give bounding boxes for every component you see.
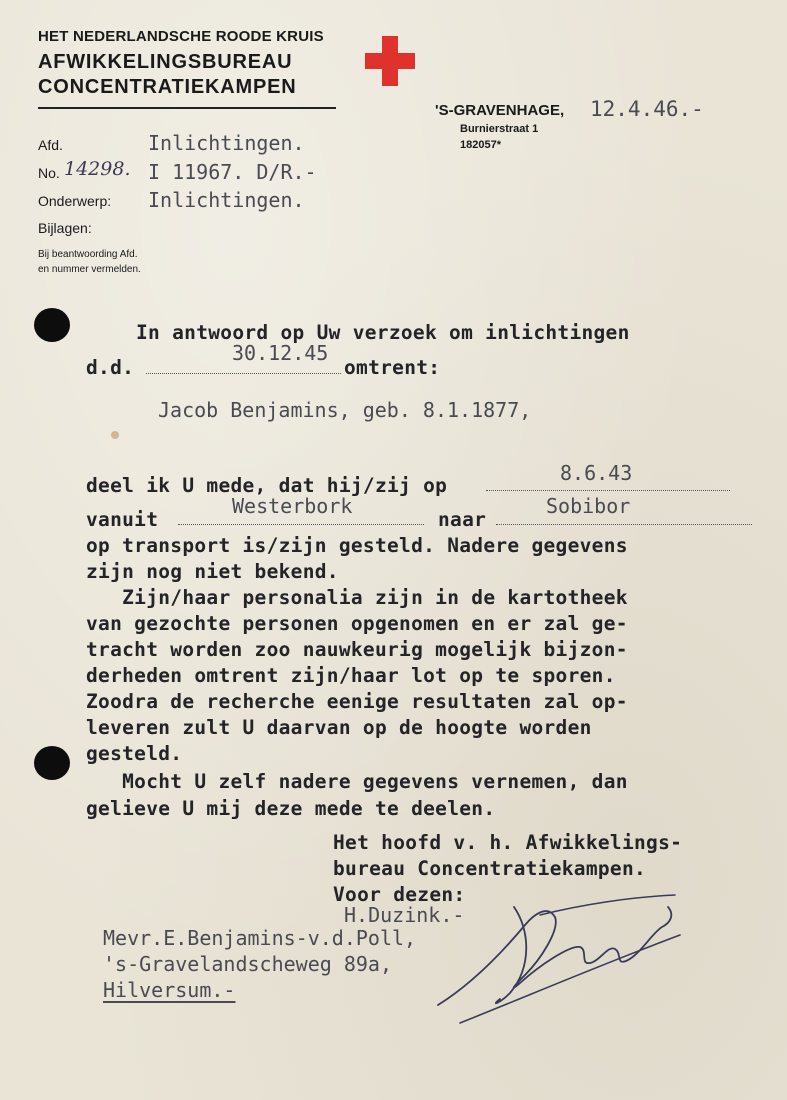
dd-dotted-line xyxy=(146,373,341,374)
person-name: Jacob Benjamins, geb. 8.1.1877, xyxy=(158,398,532,422)
onderwerp-value: Inlichtingen. xyxy=(148,188,305,212)
to-camp: Sobibor xyxy=(546,494,631,518)
org-name: HET NEDERLANDSCHE ROODE KRUIS xyxy=(38,28,324,45)
body-line: op transport is/zijn gesteld. Nadere gegevens xyxy=(86,534,628,557)
body-line: tracht worden zoo nauwkeurig mogelijk bijzon- xyxy=(86,638,628,661)
reply-note-line1: Bij beantwoording Afd. xyxy=(38,249,138,260)
office-phone: 182057* xyxy=(460,139,501,151)
letter-date: 12.4.46.- xyxy=(590,97,704,121)
recipient-city-text: Hilversum.- xyxy=(103,978,236,1002)
handwritten-number: 14298. xyxy=(64,158,131,180)
from-camp: Westerbork xyxy=(232,494,353,518)
bijlagen-label: Bijlagen: xyxy=(38,220,92,236)
body-line: zijn nog niet bekend. xyxy=(86,560,339,583)
letterhead-rule xyxy=(38,107,336,109)
omtrent-label: omtrent: xyxy=(344,356,441,379)
onderwerp-label: Onderwerp: xyxy=(38,193,112,209)
body-line: van gezochte personen opgenomen en er zal ge- xyxy=(86,612,628,635)
paper-stain xyxy=(111,431,119,439)
closing-line3: Voor dezen: xyxy=(333,883,466,906)
bureau-name-line2: CONCENTRATIEKAMPEN xyxy=(38,76,297,98)
bureau-name-line1: AFWIKKELINGSBUREAU xyxy=(38,51,293,73)
vanuit-label: vanuit xyxy=(86,508,159,531)
no-label: No. xyxy=(38,165,60,181)
signer-name: H.Duzink.- xyxy=(344,903,465,927)
reference-number: I 11967. D/R.- xyxy=(148,160,317,184)
recipient-name: Mevr.E.Benjamins-v.d.Poll, xyxy=(103,926,417,950)
body-line: leveren zult U daarvan op de hoogte worden xyxy=(86,716,592,739)
naar-label: naar xyxy=(438,508,487,531)
body-line: Zijn/haar personalia zijn in de kartotheek xyxy=(86,586,628,609)
red-cross-logo-icon xyxy=(365,36,415,86)
afd-label: Afd. xyxy=(38,137,63,153)
request-date: 30.12.45 xyxy=(232,341,329,365)
punch-hole-bottom xyxy=(34,746,70,780)
office-address: Burnierstraat 1 xyxy=(460,123,539,135)
recipient-city xyxy=(103,978,235,1002)
intro-line: In antwoord op Uw verzoek om inlichtingen xyxy=(136,321,630,344)
dd-label: d.d. xyxy=(86,356,135,379)
body-line: gesteld. xyxy=(86,742,183,765)
closing-line2: bureau Concentratiekampen. xyxy=(333,857,647,880)
transport-date: 8.6.43 xyxy=(560,461,633,485)
body-line: derheden omtrent zijn/haar lot op te sporen. xyxy=(86,664,616,687)
recipient-street: 's-Gravelandscheweg 89a, xyxy=(103,952,392,976)
closing-line1: Het hoofd v. h. Afwikkelings- xyxy=(333,831,683,854)
date-dotted-line xyxy=(486,490,730,491)
city-name: 'S-GRAVENHAGE, xyxy=(435,102,565,119)
body-line: gelieve U mij deze mede te deelen. xyxy=(86,797,496,820)
deel-text: deel ik U mede, dat hij/zij op xyxy=(86,474,448,497)
reply-note-line2: en nummer vermelden. xyxy=(38,264,141,275)
body-line: Zoodra de recherche eenige resultaten zal op- xyxy=(86,690,628,713)
punch-hole-top xyxy=(34,308,70,342)
afd-value: Inlichtingen. xyxy=(148,131,305,155)
signature-icon xyxy=(430,875,690,1030)
from-dotted-line xyxy=(178,524,424,525)
to-dotted-line xyxy=(496,524,752,525)
body-line: Mocht U zelf nadere gegevens vernemen, dan xyxy=(86,770,628,793)
